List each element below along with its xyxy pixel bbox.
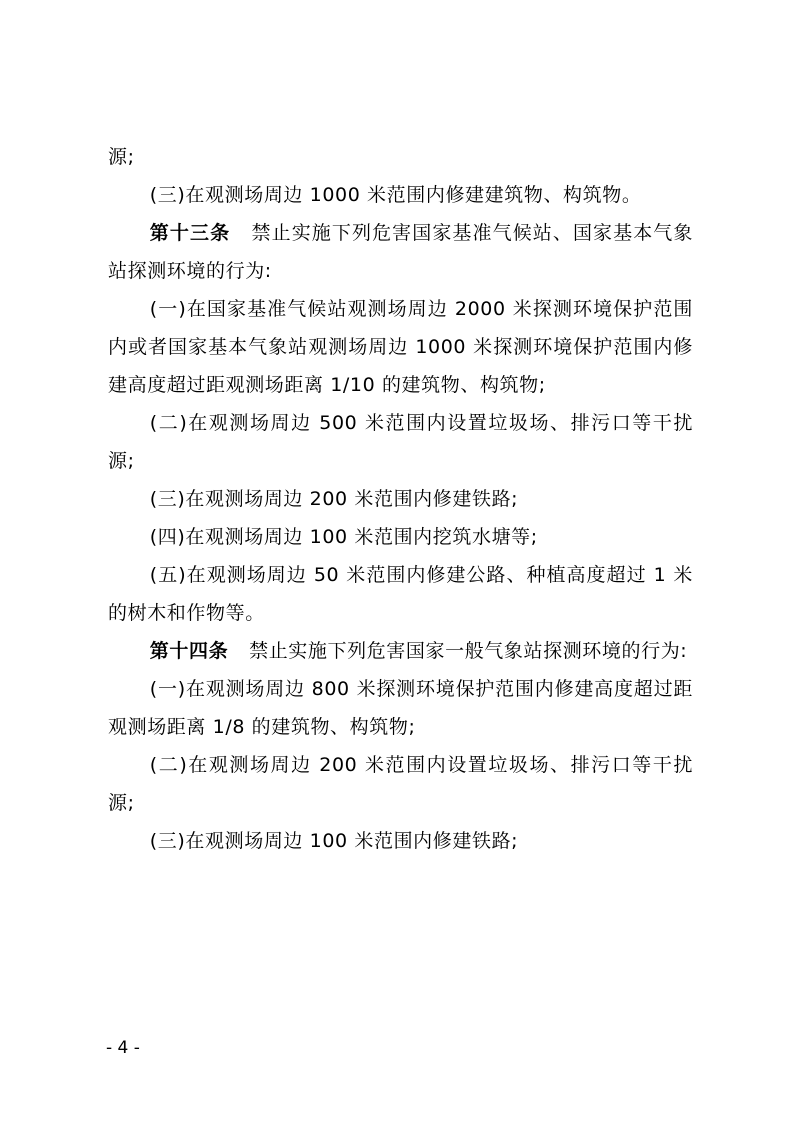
paragraph-text: (四)在观测场周边 100 米范围内挖筑水塘等; xyxy=(149,526,538,548)
paragraph-continuation xyxy=(108,138,693,176)
paragraph-text: (一)在国家基准气候站观测场周边 2000 米探测环境保护范围内或者国家基本气象站观测场周边 1000 米探测环境保护范围内修建高度超过距观测场距离 1/10 的建筑物、构筑物; xyxy=(108,298,693,396)
paragraph-text: (三)在观测场周边 100 米范围内修建铁路; xyxy=(149,830,519,852)
paragraph-text: (三)在观测场周边 200 米范围内修建铁路; xyxy=(149,488,519,510)
paragraph-text: 源; xyxy=(108,146,135,168)
paragraph-text: (五)在观测场周边 50 米范围内修建公路、种植高度超过 1 米的树木和作物等。 xyxy=(108,564,693,624)
paragraph-text: 禁止实施下列危害国家基准气候站、国家基本气象站探测环境的行为: xyxy=(108,222,693,282)
list-item xyxy=(108,480,693,518)
list-item xyxy=(108,670,693,746)
article-paragraph xyxy=(108,214,693,290)
list-item xyxy=(108,290,693,404)
article-paragraph xyxy=(108,632,693,670)
paragraph-text: 禁止实施下列危害国家一般气象站探测环境的行为: xyxy=(249,640,688,662)
page-number: - 4 - xyxy=(106,1038,140,1058)
list-item xyxy=(108,518,693,556)
paragraph-text: (一)在观测场周边 800 米探测环境保护范围内修建高度超过距观测场距离 1/8 的建筑物、构筑物; xyxy=(108,678,693,738)
list-item xyxy=(108,822,693,860)
article-title: 第十三条 xyxy=(149,222,231,244)
paragraph-text: (二)在观测场周边 500 米范围内设置垃圾场、排污口等干扰源; xyxy=(108,412,693,472)
list-item xyxy=(108,746,693,822)
paragraph-text: (二)在观测场周边 200 米范围内设置垃圾场、排污口等干扰源; xyxy=(108,754,693,814)
list-item xyxy=(108,404,693,480)
paragraph-text: (三)在观测场周边 1000 米范围内修建建筑物、构筑物。 xyxy=(149,184,642,206)
article-title: 第十四条 xyxy=(149,640,229,662)
list-item xyxy=(108,176,693,214)
list-item xyxy=(108,556,693,632)
document-body xyxy=(108,138,693,860)
